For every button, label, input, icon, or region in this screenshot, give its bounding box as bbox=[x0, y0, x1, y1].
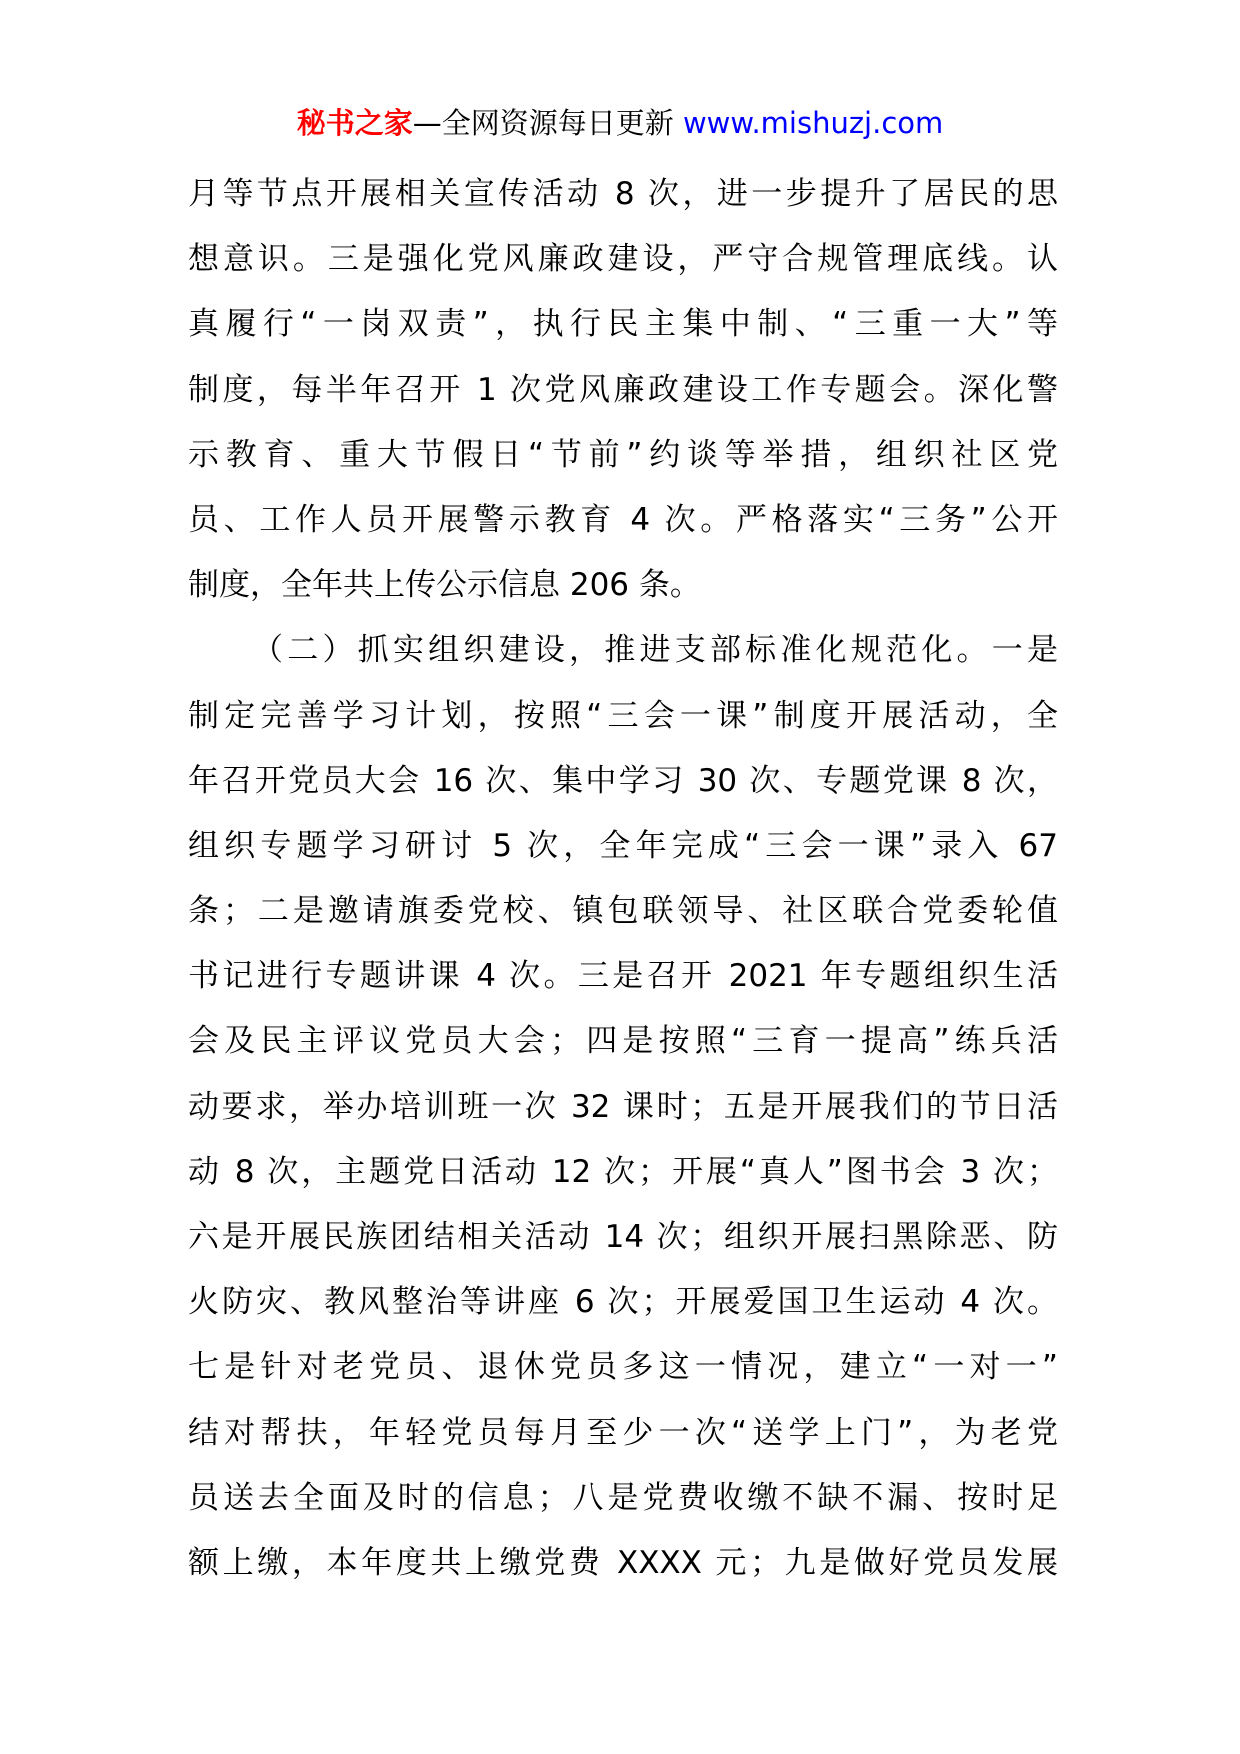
text-line: 书记进行专题讲课 4 次。三是召开 2021 年专题组织生活 bbox=[188, 958, 1058, 995]
text-line: 六是开展民族团结相关活动 14 次；组织开展扫黑除恶、防 bbox=[188, 1219, 1058, 1255]
section-heading-line: （二）抓实组织建设，推进支部标准化规范化。一是 bbox=[252, 632, 1058, 669]
text-line: 员送去全面及时的信息；八是党费收缴不缺不漏、按时足 bbox=[188, 1479, 1058, 1516]
text-line: 动要求，举办培训班一次 32 课时；五是开展我们的节日活 bbox=[188, 1088, 1058, 1125]
text-line: 火防灾、教风整治等讲座 6 次；开展爱国卫生运动 4 次。 bbox=[188, 1284, 1058, 1321]
text-line: 真履行“一岗双责”，执行民主集中制、“三重一大”等 bbox=[188, 306, 1058, 343]
text-line: 示教育、重大节假日“节前”约谈等举措，组织社区党 bbox=[188, 436, 1058, 473]
text-line: 组织专题学习研讨 5 次，全年完成“三会一课”录入 67 bbox=[188, 827, 1058, 864]
text-line: 制度，每半年召开 1 次党风廉政建设工作专题会。深化警 bbox=[188, 371, 1058, 408]
website-url: www.mishuzj.com bbox=[682, 106, 944, 140]
watermark-header bbox=[0, 103, 1240, 143]
text-line: 条；二是邀请旗委党校、镇包联领导、社区联合党委轮值 bbox=[188, 893, 1058, 930]
tagline: —全网资源每日更新 bbox=[412, 106, 674, 140]
document-body bbox=[188, 162, 1058, 1596]
text-line: 结对帮扶，年轻党员每月至少一次“送学上门”，为老党 bbox=[188, 1414, 1058, 1451]
text-line: 年召开党员大会 16 次、集中学习 30 次、专题党课 8 次， bbox=[188, 762, 1058, 799]
text-line: 想意识。三是强化党风廉政建设，严守合规管理底线。认 bbox=[188, 241, 1058, 278]
text-line: 制定完善学习计划，按照“三会一课”制度开展活动，全 bbox=[188, 697, 1058, 734]
text-line: 会及民主评议党员大会；四是按照“三育一提高”练兵活 bbox=[188, 1023, 1058, 1060]
text-line: 动 8 次，主题党日活动 12 次；开展“真人”图书会 3 次； bbox=[188, 1153, 1058, 1190]
text-line: 员、工作人员开展警示教育 4 次。严格落实“三务”公开 bbox=[188, 501, 1058, 538]
text-line: 月等节点开展相关宣传活动 8 次，进一步提升了居民的思 bbox=[188, 176, 1058, 212]
text-line: 七是针对老党员、退休党员多这一情况，建立“一对一” bbox=[188, 1349, 1058, 1386]
text-line: 额上缴，本年度共上缴党费 XXXX 元；九是做好党员发展 bbox=[188, 1544, 1058, 1581]
brand-name: 秘书之家 bbox=[296, 106, 413, 140]
text-line: 制度，全年共上传公示信息 206 条。 bbox=[188, 567, 701, 604]
